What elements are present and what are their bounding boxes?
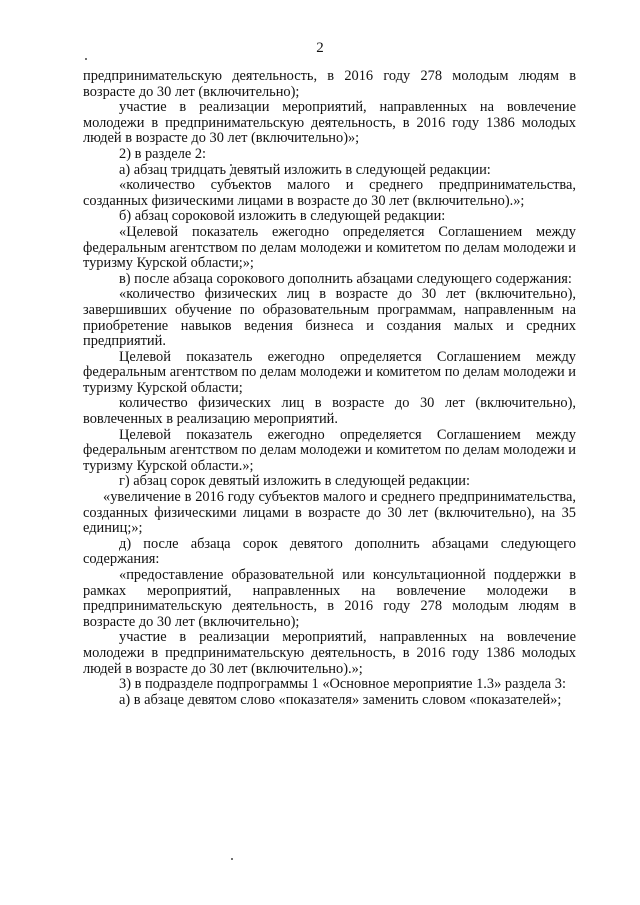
paragraph-quote-increase: «увеличение в 2016 году субъектов малого и среднего предпринимательства, созданных физическими лицами в возрасте до 30 лет (включительно), на 35 единиц;»;	[83, 489, 576, 537]
page-number: 2	[316, 40, 324, 56]
paragraph-item-v: в) после абзаца сорокового дополнить абзацами следующего содержания:	[119, 270, 572, 287]
paragraph-item-g: г) абзац сорок девятый изложить в следующей редакции:	[119, 473, 471, 490]
paragraph-item-a-2: а) в абзаце девятом слово «показателя» заменить словом «показателей»;	[119, 691, 562, 708]
paragraph-involved: количество физических лиц в возрасте до 30 лет (включительно), вовлеченных в реализацию мероприятий.	[83, 395, 576, 428]
paragraph-item-a: а) абзац тридцать девятый изложить в следующей редакции:	[119, 161, 491, 178]
paragraph-item-b: б) абзац сороковой изложить в следующей редакции:	[119, 208, 446, 225]
paragraph-quote-target: «Целевой показатель ежегодно определяется Соглашением между федеральным агентством по делам молодежи и комитетом по делам молодежи и туризму Курской области;»;	[83, 223, 576, 272]
paragraph-quote-trained: «количество физических лиц в возрасте до 30 лет (включительно), завершивших обучение по образовательным программам, направленным на приобретение навыков ведения бизнеса и создания малых и средних предприятий.	[83, 286, 576, 350]
scan-speck	[85, 58, 87, 60]
paragraph-target-1: Целевой показатель ежегодно определяется Соглашением между федеральным агентством по делам молодежи и комитетом по делам молодежи и туризму Курской области;	[83, 348, 576, 396]
paragraph-item-d: д) после абзаца сорок девятого дополнить абзацами следующего содержания:	[83, 535, 576, 568]
paragraph-continuation: предпринимательскую деятельность, в 2016 году 278 молодым людям в возрасте до 30 лет (включительно);	[83, 68, 576, 100]
paragraph-participation-2: участие в реализации мероприятий, направленных на вовлечение молодежи в предпринимательскую деятельность, в 2016 году 1386 молодых людей в возрасте до 30 лет (включительно).»;	[83, 629, 576, 677]
paragraph-section-2: 2) в разделе 2:	[119, 145, 207, 162]
paragraph-quote-support: «предоставление образовательной или консультационной поддержки в рамках мероприятий, направленных на вовлечение молодежи в предпринимательскую деятельность, в 2016 году 278 молодым людям в возрасте до 30 лет (включительно);	[83, 567, 576, 630]
paragraph-target-2: Целевой показатель ежегодно определяется Соглашением между федеральным агентством по делам молодежи и комитетом по делам молодежи и туризму Курской области.»;	[83, 426, 576, 474]
paragraph-quote-subjects: «количество субъектов малого и среднего предпринимательства, созданных физическими лицами в возрасте до 30 лет (включительно).»;	[83, 177, 576, 209]
paragraph-section-3: 3) в подразделе подпрограммы 1 «Основное мероприятие 1.3» раздела 3:	[119, 676, 566, 693]
document-body	[83, 69, 576, 708]
paragraph-participation: участие в реализации мероприятий, направленных на вовлечение молодежи в предпринимательскую деятельность, в 2016 году 1386 молодых людей в возрасте до 30 лет (включительно)»;	[83, 99, 576, 147]
scan-speck	[231, 858, 233, 860]
